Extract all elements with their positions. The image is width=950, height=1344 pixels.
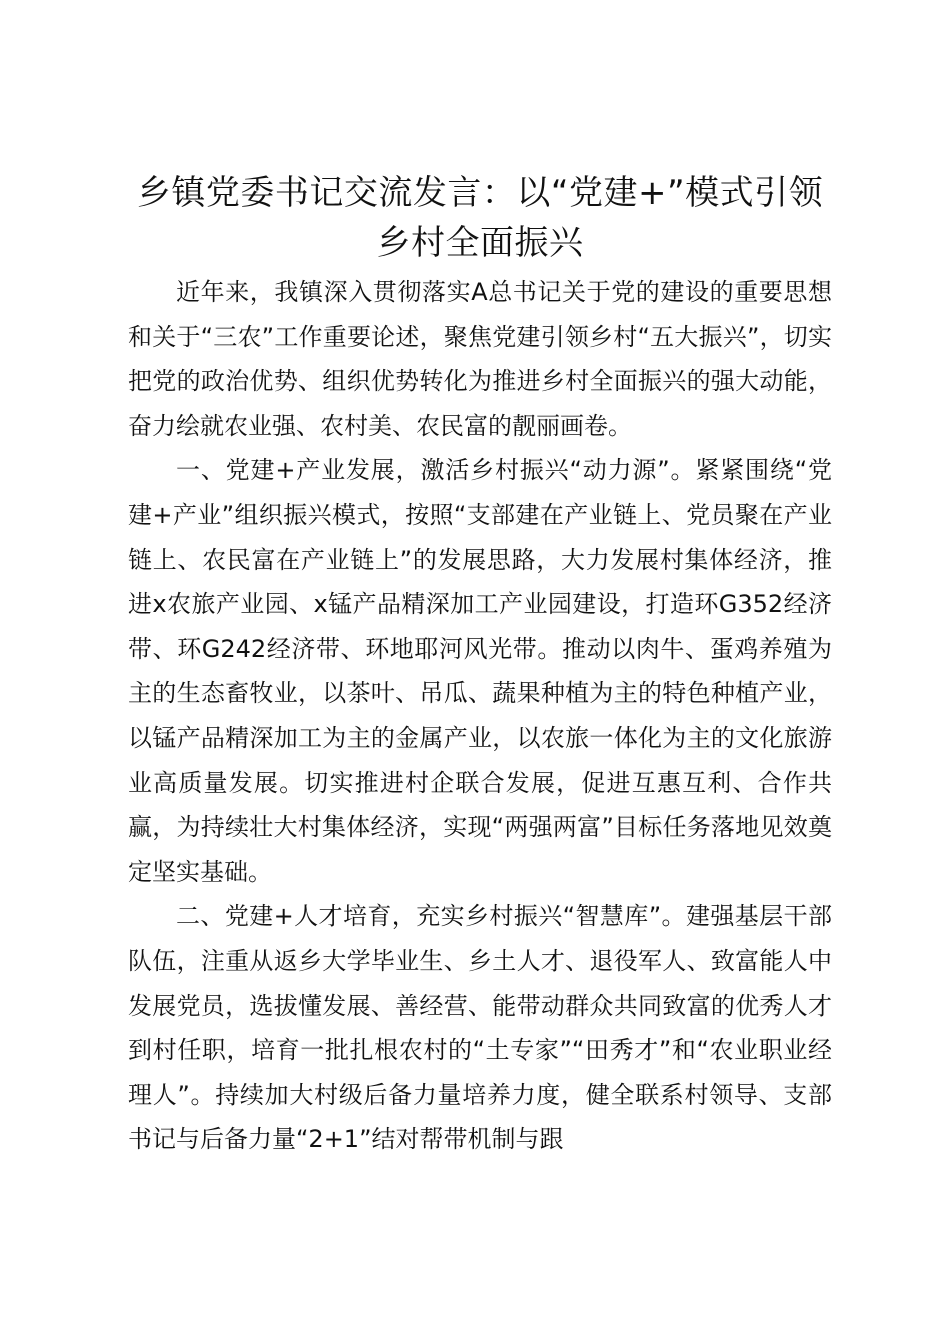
paragraph-section-1 xyxy=(128,448,832,894)
paragraph-text: 建强基层干部队伍，注重从返乡大学毕业生、乡土人才、退役军人、致富能人中发展党员，选拔懂发展、善经营、能带动群众共同致富的优秀人才到村任职，培育一批扎根农村的“土专家”“田秀才”和“农业职业经理人”。持续加大村级后备力量培养力度，健全联系村领导、支部书记与后备力量“2+1”结对帮带机制与跟 xyxy=(128,902,832,1154)
section-heading: 二、党建+人才培育，充实乡村振兴“智慧库”。 xyxy=(176,902,686,931)
paragraph-text: 近年来，我镇深入贯彻落实A总书记关于党的建设的重要思想和关于“三农”工作重要论述，聚焦党建引领乡村“五大振兴”，切实把党的政治优势、组织优势转化为推进乡村全面振兴的强大动能，奋力绘就农业强、农村美、农民富的靓丽画卷。 xyxy=(128,278,832,440)
document-title xyxy=(120,168,840,268)
section-heading: 一、党建+产业发展，激活乡村振兴“动力源”。 xyxy=(176,456,696,485)
paragraph-section-2 xyxy=(128,894,832,1162)
title-line-2: 乡村全面振兴 xyxy=(376,223,584,263)
title-line-1: 乡镇党委书记交流发言：以“党建+”模式引领 xyxy=(136,173,824,213)
paragraph-intro xyxy=(128,270,832,448)
paragraph-text: 紧紧围绕“党建+产业”组织振兴模式，按照“支部建在产业链上、党员聚在产业链上、农民富在产业链上”的发展思路，大力发展村集体经济，推进x农旅产业园、x锰产品精深加工产业园建设，打造环G352经济带、环G242经济带、环地耶河风光带。推动以肉牛、蛋鸡养殖为主的生态畜牧业，以茶叶、吊瓜、蔬果种植为主的特色种植产业，以锰产品精深加工为主的金属产业，以农旅一体化为主的文化旅游业高质量发展。切实推进村企联合发展，促进互惠互利、合作共赢，为持续壮大村集体经济，实现“两强两富”目标任务落地见效奠定坚实基础。 xyxy=(128,456,832,886)
document-page xyxy=(128,168,832,1162)
